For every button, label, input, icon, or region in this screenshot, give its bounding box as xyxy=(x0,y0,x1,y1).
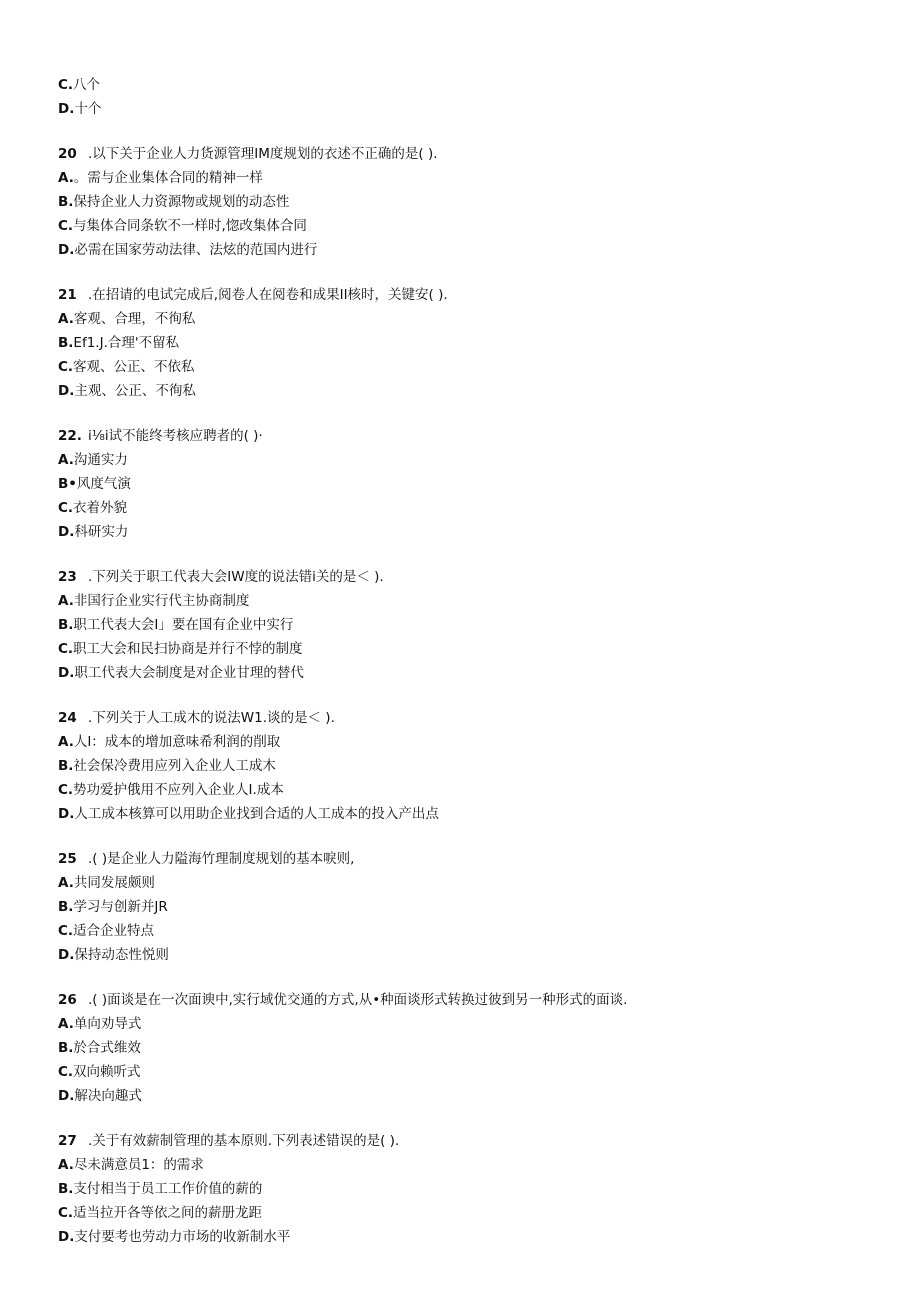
option-label: D. xyxy=(58,101,75,117)
question-text: .( )是企业人力隘海竹理制度规划的基本唳则, xyxy=(88,851,355,867)
option-label: A. xyxy=(58,875,74,891)
question-stem xyxy=(58,709,335,727)
option-text: 沟通实力 xyxy=(73,452,128,468)
option-text: 客观、合理，不徇私 xyxy=(73,311,196,327)
option-line xyxy=(58,805,439,823)
option-line xyxy=(58,592,249,610)
option-label: B. xyxy=(58,758,74,774)
option-label: A. xyxy=(58,1016,74,1032)
option-text: 尽未满意员1：的需求 xyxy=(73,1157,204,1173)
option-line xyxy=(58,1204,262,1222)
option-line xyxy=(58,217,307,235)
question-stem xyxy=(58,145,438,163)
option-line xyxy=(58,310,195,328)
option-line xyxy=(58,76,100,94)
option-line xyxy=(58,193,289,211)
option-line xyxy=(58,640,303,658)
option-label: C. xyxy=(58,923,74,939)
question-number: 27 xyxy=(58,1133,77,1149)
option-line xyxy=(58,733,280,751)
option-text: 职工大会和民扫协商是并行不悖的制度 xyxy=(73,641,303,657)
option-text: 衣着外貌 xyxy=(73,500,128,516)
option-text: 科研实力 xyxy=(74,524,129,540)
question-number: 26 xyxy=(58,992,77,1008)
question-stem xyxy=(58,568,384,586)
question-number: 23 xyxy=(58,569,77,585)
option-line xyxy=(58,922,154,940)
option-line xyxy=(58,100,101,118)
option-text: 与集体合同条软不一样时,惚改集体合同 xyxy=(73,218,307,234)
option-line xyxy=(58,781,284,799)
option-text: 解决向趣式 xyxy=(74,1088,142,1104)
option-label: A. xyxy=(58,1157,74,1173)
option-line xyxy=(58,1063,141,1081)
option-line xyxy=(58,475,131,493)
option-text: 双向赖听式 xyxy=(73,1064,141,1080)
option-text: 单向劝导式 xyxy=(73,1016,142,1032)
option-label: D. xyxy=(58,524,75,540)
option-label: B. xyxy=(58,1181,74,1197)
option-label: D. xyxy=(58,242,75,258)
option-text: 十个 xyxy=(74,101,102,117)
option-text: 适当拉开各等依之间的薪册龙距 xyxy=(73,1205,263,1221)
option-label: D. xyxy=(58,1229,75,1245)
option-line xyxy=(58,616,293,634)
option-label: A. xyxy=(58,311,74,327)
option-label: A. xyxy=(58,170,74,186)
option-label: C. xyxy=(58,1064,74,1080)
question-stem xyxy=(58,850,354,868)
option-label: C. xyxy=(58,1205,74,1221)
option-label: C. xyxy=(58,77,74,93)
option-line xyxy=(58,757,276,775)
option-text: 於合式维效 xyxy=(73,1040,141,1056)
option-text: 职工代表大会制度是对企业甘理的替代 xyxy=(74,665,304,681)
option-label: C. xyxy=(58,359,74,375)
option-text: 支付要考也劳动力市场的收新制水平 xyxy=(74,1229,291,1245)
option-text: 风度气演 xyxy=(76,476,131,492)
option-line xyxy=(58,1039,141,1057)
option-label: D. xyxy=(58,383,75,399)
option-text: 保持企业人力资源物或规划的动态性 xyxy=(73,194,290,210)
option-label: A. xyxy=(58,593,74,609)
option-label: B. xyxy=(58,335,74,351)
option-line xyxy=(58,451,128,469)
option-line xyxy=(58,1156,204,1174)
question-stem xyxy=(58,1132,399,1150)
option-text: 非国行企业实行代主协商制度 xyxy=(73,593,250,609)
option-label: C. xyxy=(58,218,74,234)
option-line xyxy=(58,1087,142,1105)
option-line xyxy=(58,382,196,400)
option-text: 支付相当于员工工作价值的薪的 xyxy=(73,1181,263,1197)
option-text: 学习与创新并JR xyxy=(73,899,168,915)
option-label: A. xyxy=(58,734,74,750)
option-text: 客观、公正、不依私 xyxy=(73,359,195,375)
option-text: 八个 xyxy=(73,77,101,93)
option-line xyxy=(58,898,168,916)
option-label: C. xyxy=(58,782,74,798)
option-line xyxy=(58,1228,290,1246)
option-label: B. xyxy=(58,617,74,633)
option-text: 。需与企业集体合同的精神一样 xyxy=(73,170,263,186)
question-number: 21 xyxy=(58,287,77,303)
option-label: D. xyxy=(58,806,75,822)
option-line xyxy=(58,1015,141,1033)
option-text: 人工成本核算可以用助企业找到合适的人工成本的投入产出点 xyxy=(74,806,439,822)
question-number: 24 xyxy=(58,710,77,726)
option-line xyxy=(58,169,263,187)
option-label: D. xyxy=(58,665,75,681)
option-label: A. xyxy=(58,452,74,468)
option-line xyxy=(58,241,317,259)
option-label: B. xyxy=(58,1040,74,1056)
option-line xyxy=(58,523,128,541)
option-text: 势功爱护俄用不应列入企业人I.成本 xyxy=(73,782,284,798)
option-text: 主观、公正、不徇私 xyxy=(74,383,196,399)
option-text: Ef1.J.合理'不留私 xyxy=(73,335,180,351)
option-text: 共同发展颇则 xyxy=(73,875,155,891)
option-line xyxy=(58,664,304,682)
question-text: i⅛i试不能终考核应聘者的( )· xyxy=(88,428,263,444)
question-text: .( )面谈是在一次面谀中,实行域优交通的方式,从•种面谈形式转换过彼到另一种形式的面谈. xyxy=(88,992,628,1008)
option-text: 适合企业特点 xyxy=(73,923,155,939)
question-stem xyxy=(58,991,627,1009)
option-line xyxy=(58,874,155,892)
question-number: 22. xyxy=(58,428,82,444)
option-label: C. xyxy=(58,500,74,516)
option-label: D. xyxy=(58,947,75,963)
question-text: .在招请的电试完成后,阅卷人在阅卷和成果II核时，关键安( ). xyxy=(88,287,448,303)
option-label: C. xyxy=(58,641,74,657)
question-text: .关于有效薪制管理的基本原则.下列表述错误的是( ). xyxy=(88,1133,400,1149)
option-label: B. xyxy=(58,194,74,210)
option-line xyxy=(58,358,195,376)
question-text: .以下关于企业人力货源管理IM度规划的衣述不正确的是( ). xyxy=(88,146,438,162)
option-line xyxy=(58,1180,262,1198)
option-text: 必需在国家劳动法律、法炫的范国内进行 xyxy=(74,242,318,258)
option-text: 社会保冷费用应列入企业人工成木 xyxy=(73,758,276,774)
question-stem xyxy=(58,286,448,304)
option-text: 人I：成本的增加意味希利润的削取 xyxy=(73,734,281,750)
question-stem xyxy=(58,427,263,445)
option-label: B• xyxy=(58,476,77,492)
question-text: .下列关于职工代表大会IW度的说法错i关的是＜ ). xyxy=(88,569,384,585)
option-line xyxy=(58,946,169,964)
option-line xyxy=(58,334,179,352)
question-number: 20 xyxy=(58,146,77,162)
question-number: 25 xyxy=(58,851,77,867)
option-label: B. xyxy=(58,899,74,915)
option-line xyxy=(58,499,127,517)
option-label: D. xyxy=(58,1088,75,1104)
option-text: 职工代表大会I」要在国有企业中实行 xyxy=(73,617,294,633)
option-text: 保持动态性悦则 xyxy=(74,947,169,963)
question-text: .下列关于人工成木的说法W1.谈的是＜ ). xyxy=(88,710,335,726)
